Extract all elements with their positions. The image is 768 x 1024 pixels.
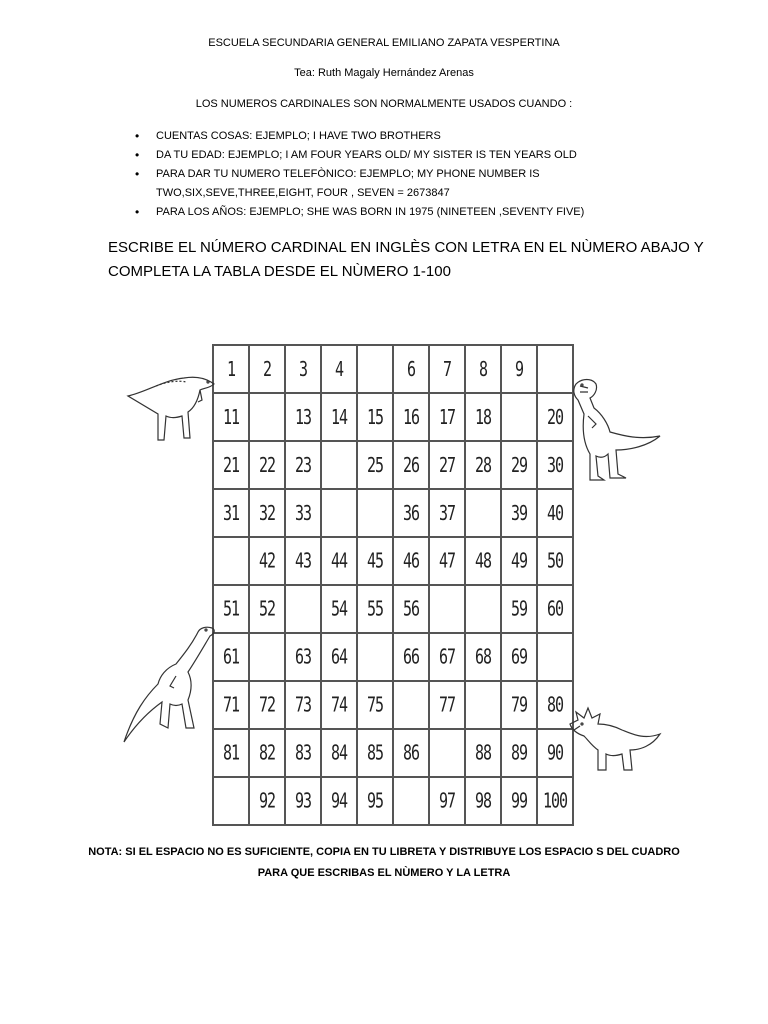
grid-cell-number: 94	[330, 788, 348, 814]
grid-cell-number: 74	[330, 692, 348, 718]
grid-cell-number: 64	[330, 644, 348, 670]
table-row	[213, 633, 573, 681]
grid-cell	[429, 441, 465, 489]
grid-cell	[429, 729, 465, 777]
grid-cell	[429, 777, 465, 825]
grid-cell-number: 60	[546, 596, 564, 622]
note-line: PARA QUE ESCRIBAS EL NÙMERO Y LA LETRA	[257, 867, 511, 879]
table-row	[213, 537, 573, 585]
grid-cell	[357, 585, 393, 633]
grid-cell-number: 31	[222, 500, 240, 526]
grid-cell	[393, 777, 429, 825]
grid-cell	[285, 441, 321, 489]
grid-cell	[285, 633, 321, 681]
grid-cell-number: 79	[510, 692, 528, 718]
grid-cell	[321, 729, 357, 777]
grid-cell	[501, 777, 537, 825]
grid-cell	[501, 585, 537, 633]
grid-cell	[429, 537, 465, 585]
grid-cell-number: 17	[438, 404, 456, 430]
grid-cell	[465, 777, 501, 825]
grid-cell-number: 15	[366, 404, 384, 430]
grid-cell-number: 61	[222, 644, 240, 670]
grid-cell	[285, 537, 321, 585]
grid-cell	[393, 585, 429, 633]
school-name: ESCUELA SECUNDARIA GENERAL EMILIANO ZAPATA VESPERTINA	[208, 37, 560, 49]
grid-cell-number: 97	[438, 788, 456, 814]
grid-cell	[285, 681, 321, 729]
grid-cell-number: 93	[294, 788, 312, 814]
grid-cell-number: 66	[402, 644, 420, 670]
grid-cell-number: 11	[222, 404, 240, 430]
grid-cell-number: 82	[258, 740, 276, 766]
grid-cell	[429, 633, 465, 681]
grid-cell-number: 88	[474, 740, 492, 766]
dinosaur-icon	[126, 366, 218, 448]
grid-cell-number: 37	[438, 500, 456, 526]
table-row	[213, 345, 573, 393]
grid-cell-number: 22	[258, 452, 276, 478]
grid-cell-number: 32	[258, 500, 276, 526]
grid-cell-number: 67	[438, 644, 456, 670]
grid-cell-number: 39	[510, 500, 528, 526]
grid-cell	[501, 729, 537, 777]
grid-cell	[429, 489, 465, 537]
grid-cell	[465, 729, 501, 777]
grid-cell	[321, 681, 357, 729]
dinosaur-icon	[116, 624, 220, 750]
grid-cell	[429, 345, 465, 393]
grid-cell	[249, 729, 285, 777]
grid-cell-number: 83	[294, 740, 312, 766]
grid-cell	[465, 633, 501, 681]
grid-cell-number: 27	[438, 452, 456, 478]
grid-cell	[321, 633, 357, 681]
grid-cell	[357, 489, 393, 537]
grid-cell	[249, 441, 285, 489]
table-row	[213, 585, 573, 633]
grid-cell	[321, 777, 357, 825]
instruction-line: ESCRIBE EL NÚMERO CARDINAL EN INGLÈS CON LETRA EN EL NÙMERO ABAJO Y	[108, 239, 704, 256]
grid-cell	[213, 393, 249, 441]
teacher-name: Tea: Ruth Magaly Hernández Arenas	[294, 67, 474, 79]
grid-cell-number: 3	[298, 356, 308, 382]
list-item-text: PARA LOS AÑOS: EJEMPLO; SHE WAS BORN IN 1975 (NINETEEN ,SEVENTY FIVE)	[156, 206, 585, 218]
grid-cell	[321, 441, 357, 489]
grid-cell	[357, 681, 393, 729]
grid-cell-number: 68	[474, 644, 492, 670]
list-item-text: CUENTAS COSAS: EJEMPLO; I HAVE TWO BROTHERS	[156, 130, 441, 142]
grid-cell-number: 63	[294, 644, 312, 670]
grid-cell	[249, 489, 285, 537]
grid-cell-number: 73	[294, 692, 312, 718]
grid-cell-number: 52	[258, 596, 276, 622]
grid-cell-number: 75	[366, 692, 384, 718]
intro-text: LOS NUMEROS CARDINALES SON NORMALMENTE USADOS CUANDO :	[195, 98, 573, 110]
grid-cell	[357, 537, 393, 585]
grid-cell-number: 85	[366, 740, 384, 766]
grid-cell	[537, 489, 573, 537]
grid-cell-number: 69	[510, 644, 528, 670]
grid-cell-number: 92	[258, 788, 276, 814]
grid-cell-number: 59	[510, 596, 528, 622]
grid-cell	[429, 585, 465, 633]
grid-cell-number: 72	[258, 692, 276, 718]
grid-cell	[393, 441, 429, 489]
grid-cell-number: 98	[474, 788, 492, 814]
grid-cell	[213, 441, 249, 489]
grid-cell-number: 9	[514, 356, 524, 382]
grid-cell	[357, 393, 393, 441]
grid-cell-number: 56	[402, 596, 420, 622]
grid-cell	[249, 393, 285, 441]
grid-cell-number: 18	[474, 404, 492, 430]
grid-cell-number: 7	[442, 356, 452, 382]
grid-cell	[465, 441, 501, 489]
grid-cell-number: 40	[546, 500, 564, 526]
grid-cell-number: 13	[294, 404, 312, 430]
grid-cell-number: 49	[510, 548, 528, 574]
list-item-text: DA TU EDAD: EJEMPLO; I AM FOUR YEARS OLD/ MY SISTER IS TEN YEARS OLD	[156, 149, 577, 161]
grid-cell-number: 54	[330, 596, 348, 622]
grid-cell	[249, 345, 285, 393]
grid-cell-number: 36	[402, 500, 420, 526]
grid-cell	[393, 681, 429, 729]
grid-cell	[285, 345, 321, 393]
grid-cell	[249, 681, 285, 729]
grid-cell-number: 14	[330, 404, 348, 430]
grid-cell-number: 77	[438, 692, 456, 718]
grid-cell	[285, 585, 321, 633]
grid-cell	[465, 489, 501, 537]
grid-cell	[285, 489, 321, 537]
grid-cell-number: 51	[222, 596, 240, 622]
grid-cell	[429, 681, 465, 729]
grid-cell	[249, 537, 285, 585]
grid-cell-number: 8	[478, 356, 488, 382]
grid-cell	[537, 777, 573, 825]
grid-cell-number: 84	[330, 740, 348, 766]
grid-cell	[501, 345, 537, 393]
grid-cell	[285, 729, 321, 777]
grid-cell-number: 43	[294, 548, 312, 574]
grid-cell	[249, 633, 285, 681]
grid-cell	[501, 633, 537, 681]
grid-cell-number: 20	[546, 404, 564, 430]
grid-cell-number: 46	[402, 548, 420, 574]
grid-cell-number: 48	[474, 548, 492, 574]
grid-cell	[249, 585, 285, 633]
table-row	[213, 393, 573, 441]
grid-cell-number: 71	[222, 692, 240, 718]
grid-cell-number: 95	[366, 788, 384, 814]
grid-cell-number: 2	[262, 356, 272, 382]
grid-cell	[393, 345, 429, 393]
grid-cell-number: 42	[258, 548, 276, 574]
grid-cell	[393, 729, 429, 777]
grid-cell	[393, 489, 429, 537]
grid-cell-number: 29	[510, 452, 528, 478]
grid-cell	[501, 537, 537, 585]
grid-cell-number: 100	[542, 788, 568, 814]
table-row	[213, 441, 573, 489]
grid-cell-number: 89	[510, 740, 528, 766]
grid-cell	[357, 345, 393, 393]
dinosaur-icon	[568, 374, 664, 484]
table-row	[213, 777, 573, 825]
grid-cell	[285, 777, 321, 825]
grid-cell-number: 45	[366, 548, 384, 574]
grid-cell	[357, 729, 393, 777]
grid-cell	[429, 393, 465, 441]
grid-cell-number: 25	[366, 452, 384, 478]
grid-cell	[357, 441, 393, 489]
grid-cell	[285, 393, 321, 441]
grid-cell	[465, 681, 501, 729]
grid-cell-number: 21	[222, 452, 240, 478]
grid-cell	[393, 393, 429, 441]
grid-cell-number: 55	[366, 596, 384, 622]
grid-cell-number: 81	[222, 740, 240, 766]
grid-cell	[321, 393, 357, 441]
grid-cell	[501, 489, 537, 537]
grid-cell-number: 4	[334, 356, 344, 382]
grid-cell-number: 44	[330, 548, 348, 574]
grid-cell	[321, 345, 357, 393]
grid-cell	[321, 537, 357, 585]
grid-cell	[501, 681, 537, 729]
grid-cell	[213, 777, 249, 825]
grid-cell	[501, 393, 537, 441]
note-text	[60, 842, 708, 884]
grid-cell-number: 50	[546, 548, 564, 574]
list-item	[135, 146, 695, 165]
list-item	[135, 165, 695, 203]
table-row	[213, 489, 573, 537]
grid-cell-number: 1	[226, 356, 236, 382]
list-item	[135, 203, 695, 222]
grid-cell-number: 6	[406, 356, 416, 382]
grid-cell	[537, 585, 573, 633]
grid-cell-number: 90	[546, 740, 564, 766]
grid-cell	[321, 489, 357, 537]
grid-cell	[213, 345, 249, 393]
grid-cell	[465, 393, 501, 441]
grid-cell-number: 86	[402, 740, 420, 766]
instruction-line: COMPLETA LA TABLA DESDE EL NÙMERO 1-100	[108, 263, 451, 280]
grid-cell	[213, 537, 249, 585]
list-item-text: • PARA DAR TU NUMERO TELEFÒNICO: EJEMPLO; MY PHONE NUMBER IS	[156, 168, 540, 180]
list-item	[135, 127, 695, 146]
grid-cell	[357, 633, 393, 681]
grid-cell	[393, 537, 429, 585]
grid-cell-number: 80	[546, 692, 564, 718]
grid-cell	[213, 489, 249, 537]
grid-cell	[249, 777, 285, 825]
grid-cell-number: 33	[294, 500, 312, 526]
grid-cell-number: 47	[438, 548, 456, 574]
grid-cell	[357, 777, 393, 825]
grid-cell-number: 30	[546, 452, 564, 478]
grid-cell	[465, 585, 501, 633]
grid-cell-number: 28	[474, 452, 492, 478]
number-grid	[212, 344, 574, 826]
grid-cell	[501, 441, 537, 489]
dinosaur-icon	[566, 700, 664, 776]
note-line: NOTA: SI EL ESPACIO NO ES SUFICIENTE, COPIA EN TU LIBRETA Y DISTRIBUYE LOS ESPACIO S DEL CUADRO	[88, 846, 680, 858]
grid-cell-number: 16	[402, 404, 420, 430]
table-row	[213, 729, 573, 777]
grid-cell	[537, 633, 573, 681]
grid-cell-number: 99	[510, 788, 528, 814]
grid-cell	[321, 585, 357, 633]
grid-cell	[393, 633, 429, 681]
grid-cell	[537, 537, 573, 585]
instruction-text	[108, 236, 748, 284]
grid-cell-number: 26	[402, 452, 420, 478]
uses-list	[135, 127, 695, 222]
table-row	[213, 681, 573, 729]
list-item-text: TWO,SIX,SEVE,THREE,EIGHT, FOUR , SEVEN = 2673847	[156, 187, 450, 199]
grid-cell-number: 23	[294, 452, 312, 478]
grid-cell	[465, 345, 501, 393]
grid-cell	[465, 537, 501, 585]
